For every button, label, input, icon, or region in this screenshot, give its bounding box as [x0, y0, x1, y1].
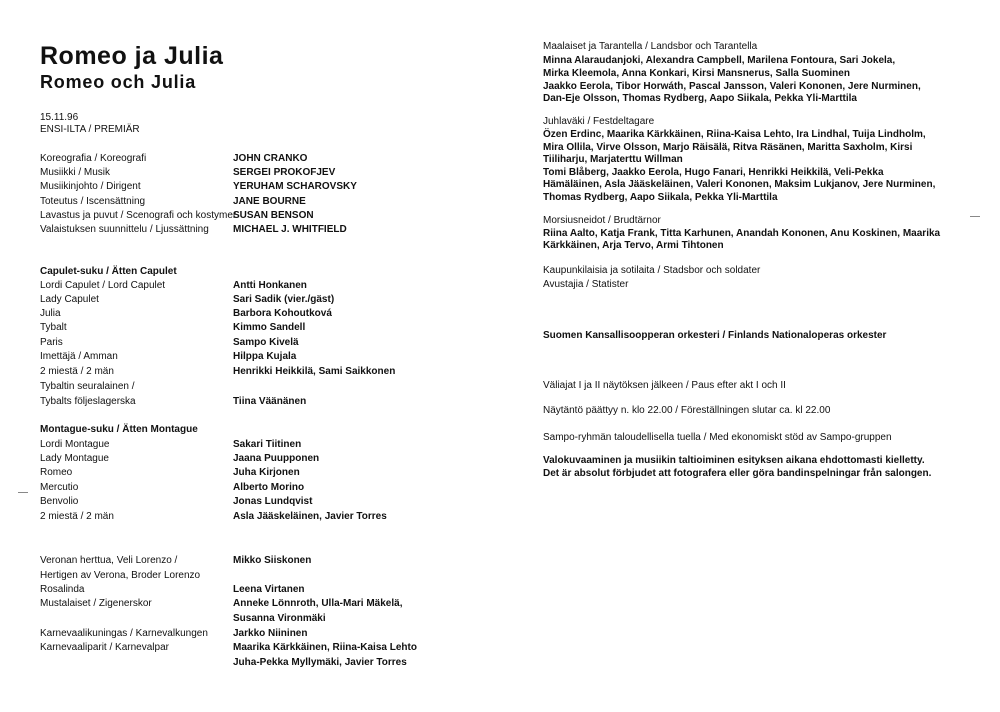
credit-name: YERUHAM SCHAROVSKY: [233, 181, 357, 192]
cast-name: Jarkko Niininen: [233, 628, 308, 639]
cast-name: Tiina Väänänen: [233, 396, 307, 407]
cast-role: Veronan herttua, Veli Lorenzo /: [40, 555, 178, 566]
credit-role: Koreografia / Koreografi: [40, 153, 147, 164]
credit-role: Valaistuksen suunnittelu / Ljussättning: [40, 224, 209, 235]
cast-role: Julia: [40, 308, 61, 319]
cast-name: Susanna Vironmäki: [233, 613, 326, 624]
extras-line: Avustajia / Statister: [543, 279, 629, 290]
cast-role: Lady Montague: [40, 453, 109, 464]
festive-names-line: Mira Ollila, Virve Olsson, Marjo Räisälä, Ritva Räsänen, Maritta Saxholm, Kirsi: [543, 142, 913, 153]
capulet-heading: Capulet-suku / Ätten Capulet: [40, 266, 177, 277]
cast-name: Jonas Lundqvist: [233, 496, 313, 507]
premiere-label: ENSI-ILTA / PREMIÄR: [40, 124, 140, 135]
peasants-names-line: Dan-Eje Olsson, Thomas Rydberg, Aapo Siikala, Pekka Yli-Marttila: [543, 93, 857, 104]
credit-role: Musiikinjohto / Dirigent: [40, 181, 141, 192]
festive-names-line: Hämäläinen, Asla Jääskeläinen, Valeri Kononen, Maksim Lukjanov, Jere Nurminen,: [543, 179, 936, 190]
cast-name: Alberto Morino: [233, 482, 305, 493]
festive-names-line: Thomas Rydberg, Aapo Siikala, Pekka Yli-Marttila: [543, 192, 778, 203]
cast-role: Tybalt: [40, 322, 67, 333]
fold-mark: [970, 216, 980, 217]
cast-name: Sari Sadik (vier./gäst): [233, 294, 335, 305]
cast-role: Romeo: [40, 467, 73, 478]
cast-role: Karnevaaliparit / Karnevalpar: [40, 642, 169, 653]
cast-name: Henrikki Heikkilä, Sami Saikkonen: [233, 366, 396, 377]
cast-name: Leena Virtanen: [233, 584, 305, 595]
cast-name: Hilppa Kujala: [233, 351, 297, 362]
cast-name: Barbora Kohoutková: [233, 308, 332, 319]
end-time-line: Näytäntö päättyy n. klo 22.00 / Föreställningen slutar ca. kl 22.00: [543, 405, 831, 416]
cast-name: Juha Kirjonen: [233, 467, 300, 478]
cast-role: Mercutio: [40, 482, 79, 493]
bridesmaids-names-line: Riina Aalto, Katja Frank, Titta Karhunen, Anandah Kononen, Anu Koskinen, Maarika: [543, 228, 941, 239]
cast-role: 2 miestä / 2 män: [40, 511, 114, 522]
fold-mark: [18, 492, 28, 493]
peasants-names-line: Mirka Kleemola, Anna Konkari, Kirsi Mansnerus, Salla Suominen: [543, 68, 850, 79]
cast-role: Hertigen av Verona, Broder Lorenzo: [40, 570, 201, 581]
peasants-heading: Maalaiset ja Tarantella / Landsbor och Tarantella: [543, 41, 758, 52]
peasants-names-line: Minna Alaraudanjoki, Alexandra Campbell, Marilena Fontoura, Sari Jokela,: [543, 55, 896, 66]
credit-name: JOHN CRANKO: [233, 153, 308, 164]
cast-role: Mustalaiset / Zigenerskor: [40, 598, 152, 609]
credit-name: SERGEI PROKOFJEV: [233, 167, 336, 178]
bridesmaids-heading: Morsiusneidot / Brudtärnor: [543, 215, 661, 226]
credit-name: SUSAN BENSON: [233, 210, 314, 221]
orchestra-line: Suomen Kansallisoopperan orkesteri / Finlands Nationaloperas orkester: [543, 330, 887, 341]
cast-name: Antti Honkanen: [233, 280, 307, 291]
cast-role: Lordi Capulet / Lord Capulet: [40, 280, 166, 291]
montague-heading: Montague-suku / Ätten Montague: [40, 424, 198, 435]
peasants-names-line: Jaakko Eerola, Tibor Horwáth, Pascal Jansson, Valeri Kononen, Jere Nurminen,: [543, 81, 921, 92]
cast-name: Asla Jääskeläinen, Javier Torres: [233, 511, 387, 522]
festive-names-line: Tiiliharju, Marjaterttu Willman: [543, 154, 683, 165]
festive-names-line: Özen Erdinc, Maarika Kärkkäinen, Riina-Kaisa Lehto, Ira Lindhal, Tuija Lindholm,: [543, 129, 926, 140]
notice-line: Valokuvaaminen ja musiikin taltioiminen esityksen aikana ehdottomasti kielletty.: [543, 455, 925, 466]
festive-heading: Juhlaväki / Festdeltagare: [543, 116, 655, 127]
notice-line: Det är absolut förbjudet att fotografera eller göra bandinspelningar från salongen.: [543, 468, 932, 479]
cast-role: Tybaltin seuralainen /: [40, 381, 135, 392]
cast-role: Imettäjä / Amman: [40, 351, 118, 362]
cast-role: Karnevaalikuningas / Karnevalkungen: [40, 628, 208, 639]
cast-role: Lady Capulet: [40, 294, 99, 305]
cast-name: Juha-Pekka Myllymäki, Javier Torres: [233, 657, 407, 668]
page-subtitle: Romeo och Julia: [40, 72, 197, 92]
credit-role: Toteutus / Iscensättning: [40, 196, 146, 207]
credit-role: Lavastus ja puvut / Scenografi och kostymer: [40, 210, 237, 221]
cast-name: Jaana Puupponen: [233, 453, 320, 464]
sponsor-line: Sampo-ryhmän taloudellisella tuella / Med ekonomiskt stöd av Sampo-gruppen: [543, 432, 892, 443]
cast-role: Benvolio: [40, 496, 79, 507]
cast-role: Paris: [40, 337, 63, 348]
cast-name: Kimmo Sandell: [233, 322, 306, 333]
cast-name: Sampo Kivelä: [233, 337, 299, 348]
cast-name: Anneke Lönnroth, Ulla-Mari Mäkelä,: [233, 598, 403, 609]
credit-name: MICHAEL J. WHITFIELD: [233, 224, 347, 235]
bridesmaids-names-line: Kärkkäinen, Arja Tervo, Armi Tihtonen: [543, 240, 724, 251]
cast-name: Mikko Siiskonen: [233, 555, 312, 566]
cast-name: Sakari Tiitinen: [233, 439, 302, 450]
page-title: Romeo ja Julia: [40, 42, 224, 70]
credit-name: JANE BOURNE: [233, 196, 306, 207]
credit-role: Musiikki / Musik: [40, 167, 111, 178]
premiere-date: 15.11.96: [40, 112, 79, 123]
citizens-line: Kaupunkilaisia ja sotilaita / Stadsbor och soldater: [543, 265, 761, 276]
cast-role: Tybalts följeslagerska: [40, 396, 136, 407]
cast-role: 2 miestä / 2 män: [40, 366, 114, 377]
intermission-line: Väliajat I ja II näytöksen jälkeen / Paus efter akt I och II: [543, 380, 786, 391]
cast-name: Maarika Kärkkäinen, Riina-Kaisa Lehto: [233, 642, 417, 653]
cast-role: Rosalinda: [40, 584, 85, 595]
cast-role: Lordi Montague: [40, 439, 110, 450]
festive-names-line: Tomi Blåberg, Jaakko Eerola, Hugo Fanari, Henrikki Heikkilä, Veli-Pekka: [543, 167, 884, 178]
